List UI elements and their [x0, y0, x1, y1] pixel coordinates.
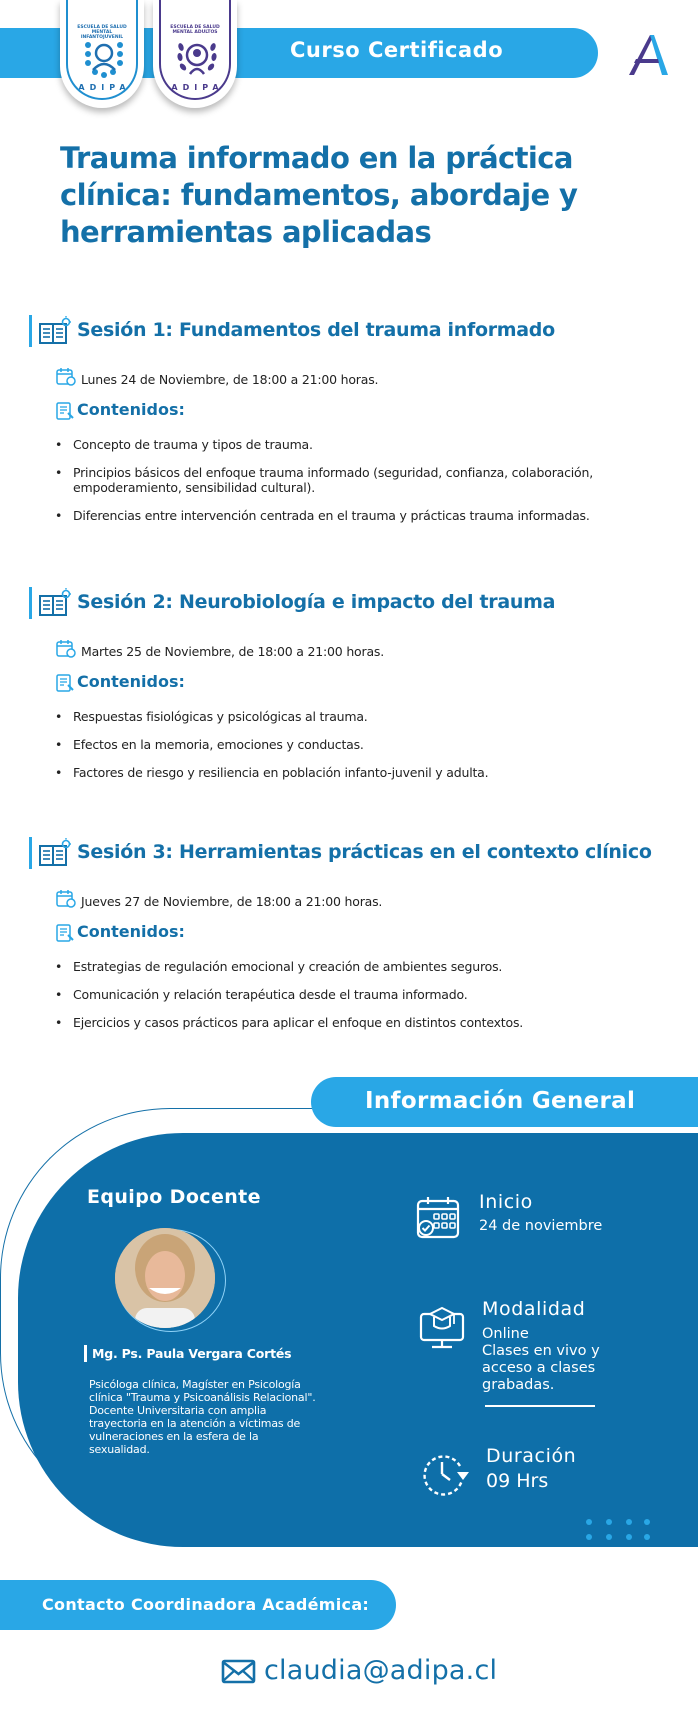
mode-line-3: acceso a clases — [482, 1360, 596, 1376]
list-item: • Ejercicios y casos prácticos para aplicar el enfoque en distintos contextos. — [55, 1015, 655, 1030]
adult-head-laurel-icon — [176, 38, 218, 78]
list-item: • Comunicación y relación terapéutica desde el trauma informado. — [55, 987, 655, 1002]
badge-brand-word: ADIPA — [78, 83, 131, 92]
calendar-icon — [56, 890, 76, 908]
mail-icon — [221, 1659, 256, 1684]
duration-value: 09 Hrs — [486, 1470, 549, 1492]
teacher-photo-icon — [115, 1228, 215, 1328]
badge-school-name: ESCUELA DE SALUD MENTAL ADULTOS — [170, 25, 220, 35]
list-item: • Diferencias entre intervención centrada en el trauma y prácticas trauma informadas. — [55, 508, 655, 523]
list-item: • Principios básicos del enfoque trauma informado (seguridad, confianza, colaboración, empoderamiento, sensibilidad cultural). — [55, 465, 655, 495]
list-item: • Concepto de trauma y tipos de trauma. — [55, 437, 655, 452]
mode-line-4: grabadas. — [482, 1377, 555, 1393]
start-label: Inicio — [479, 1191, 533, 1213]
session-accent-bar — [29, 315, 32, 347]
adipa-logo-icon — [626, 33, 670, 77]
list-item: • Respuestas fisiológicas y psicológicas al trauma. — [55, 709, 655, 724]
avatar — [115, 1228, 215, 1328]
contact-email-link[interactable]: claudia@adipa.cl — [264, 1655, 498, 1686]
contents-list — [55, 709, 655, 793]
team-title: Equipo Docente — [87, 1186, 261, 1208]
teacher-bio: Psicóloga clínica, Magíster en Psicología clínica "Trauma y Psicoanálisis Relacional". Docente Universitaria con amplia trayectoria en la atención a víctimas de vulneraciones en la esfera de la sexualidad. — [89, 1378, 316, 1456]
header-banner-title: Curso Certificado — [290, 38, 504, 62]
badge-school-name: ESCUELA DE SALUD MENTAL INFANTOJUVENIL — [77, 25, 127, 40]
book-lightbulb-icon — [38, 838, 72, 868]
clock-icon — [420, 1450, 472, 1498]
book-lightbulb-icon — [38, 316, 72, 346]
session-accent-bar — [29, 587, 32, 619]
start-value: 24 de noviembre — [479, 1218, 603, 1234]
document-icon — [56, 402, 74, 420]
calendar-check-icon — [415, 1195, 461, 1241]
contents-label: Contenidos: — [77, 922, 185, 941]
list-item: • Efectos en la memoria, emociones y conductas. — [55, 737, 655, 752]
book-lightbulb-icon — [38, 588, 72, 618]
session-accent-bar — [29, 837, 32, 869]
contact-title: Contacto Coordinadora Académica: — [42, 1595, 370, 1614]
mode-line-2: Clases en vivo y — [482, 1343, 600, 1359]
info-title: Información General — [365, 1088, 636, 1114]
document-icon — [56, 674, 74, 692]
session-title: Sesión 3: Herramientas prácticas en el contexto clínico — [77, 841, 652, 863]
child-head-icon — [83, 38, 125, 78]
session-date: Martes 25 de Noviembre, de 18:00 a 21:00 horas. — [81, 644, 384, 659]
session-title: Sesión 1: Fundamentos del trauma informado — [77, 319, 555, 341]
session-date: Jueves 27 de Noviembre, de 18:00 a 21:00 horas. — [81, 894, 383, 909]
calendar-icon — [56, 640, 76, 658]
school-badge-adultos — [153, 0, 237, 108]
graduation-monitor-icon — [418, 1304, 466, 1350]
teacher-name: Mg. Ps. Paula Vergara Cortés — [92, 1346, 292, 1361]
contents-list — [55, 437, 655, 536]
contents-label: Contenidos: — [77, 400, 185, 419]
contents-list — [55, 959, 655, 1043]
mode-line-1: Online — [482, 1326, 529, 1342]
decorative-dots — [585, 1518, 651, 1542]
calendar-icon — [56, 368, 76, 386]
info-divider — [485, 1405, 595, 1407]
duration-label: Duración — [486, 1445, 577, 1467]
session-title: Sesión 2: Neurobiología e impacto del trauma — [77, 591, 556, 613]
school-badge-infantojuvenil — [60, 0, 144, 108]
document-icon — [56, 924, 74, 942]
contents-label: Contenidos: — [77, 672, 185, 691]
badge-brand-word: ADIPA — [171, 83, 224, 92]
list-item: • Factores de riesgo y resiliencia en población infanto-juvenil y adulta. — [55, 765, 655, 780]
teacher-accent-bar — [84, 1345, 87, 1362]
mode-label: Modalidad — [482, 1298, 586, 1320]
list-item: • Estrategias de regulación emocional y creación de ambientes seguros. — [55, 959, 655, 974]
session-date: Lunes 24 de Noviembre, de 18:00 a 21:00 horas. — [81, 372, 379, 387]
course-title: Trauma informado en la práctica clínica: fundamentos, abordaje y herramientas aplicadas — [60, 141, 578, 249]
